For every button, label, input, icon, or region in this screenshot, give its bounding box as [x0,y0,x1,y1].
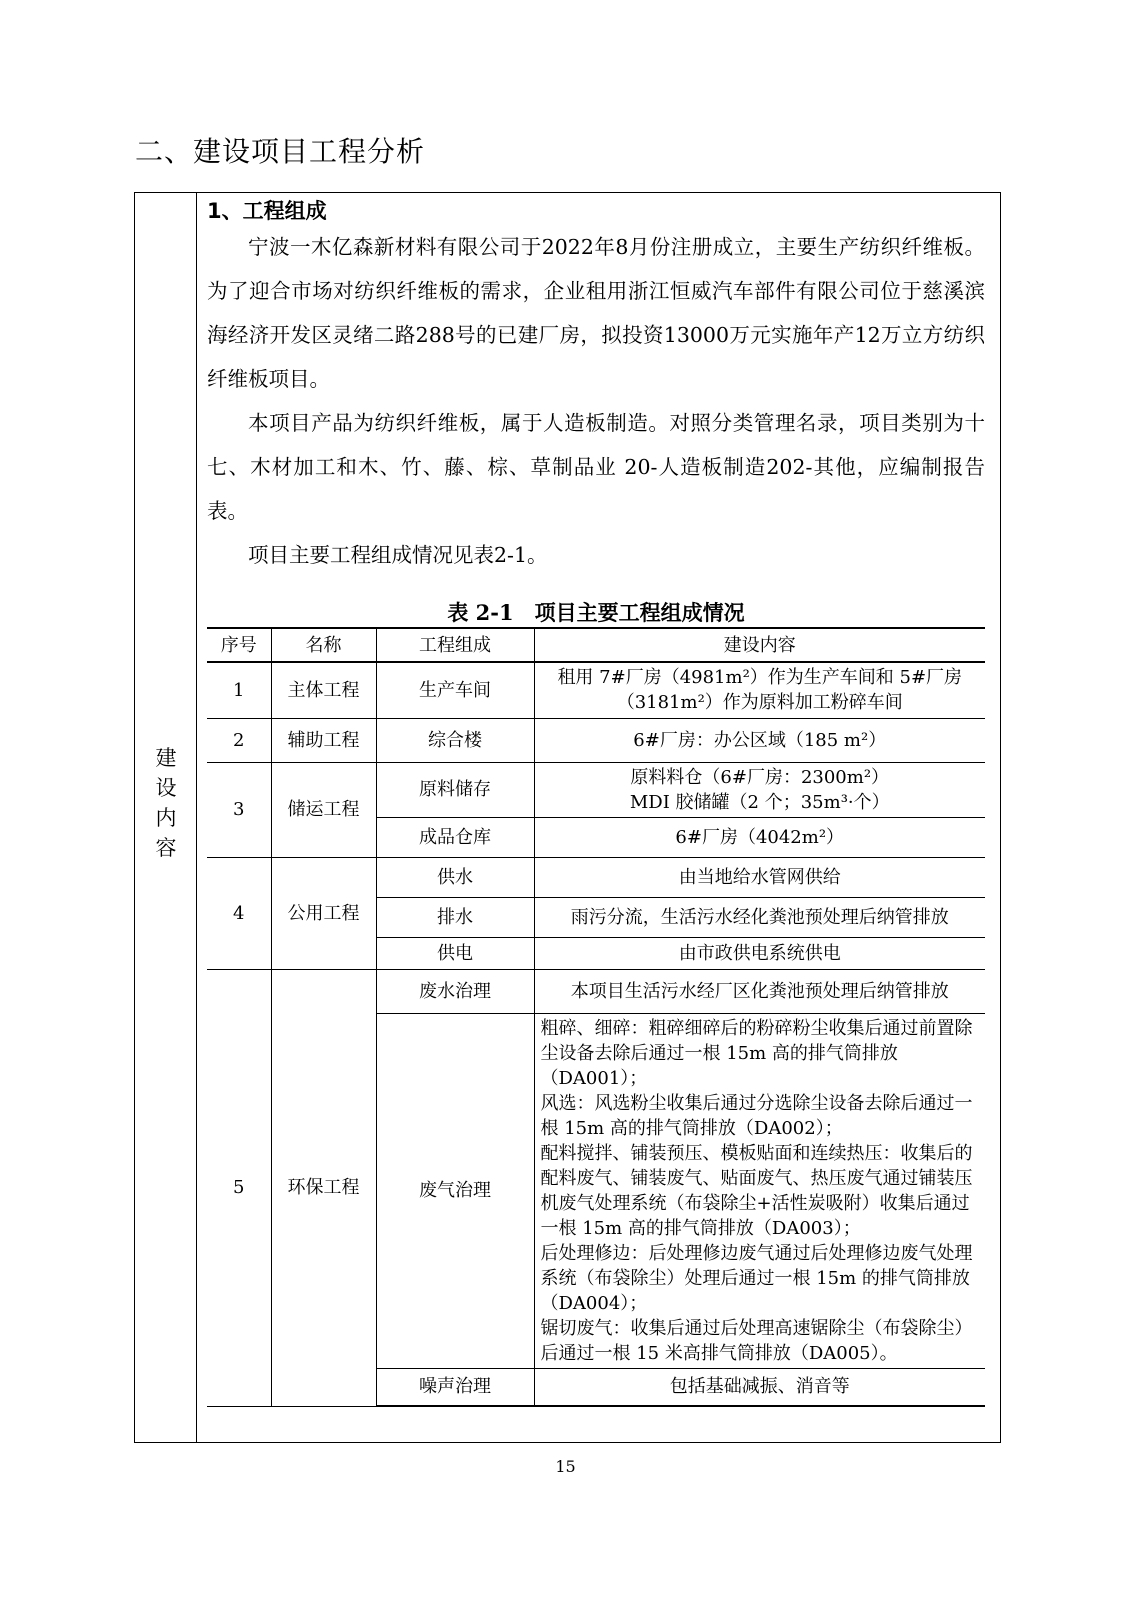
row-content: 6#厂房（4042m²） [534,817,985,857]
row-content: 本项目生活污水经厂区化粪池预处理后纳管排放 [534,969,985,1013]
content-line: 锯切废气：收集后通过后处理高速锯除尘（布袋除尘）后通过一根 15 米高排气筒排放（DA005）。 [540,1317,973,1364]
row-part: 综合楼 [376,718,534,762]
table-header-row [207,628,985,662]
content-line: （3181m²）作为原料加工粉碎车间 [616,692,903,714]
content-line: 后处理修边：后处理修边废气通过后处理修边废气处理系统（布袋除尘）处理后通过一根 15m 的排气筒排放（DA004）； [540,1242,973,1314]
content-line: 配料搅拌、铺装预压、模板贴面和连续热压：收集后的配料废气、铺装废气、贴面废气、热压废气通过铺装压机废气处理系统（布袋除尘+活性炭吸附）收集后通过一根 15m 高的排气筒排放（DA003）； [540,1142,973,1239]
content-line: MDI 胶储罐（2 个；35m³·个） [629,791,890,813]
side-label-char: 容 [155,836,177,860]
section-heading: 1、工程组成 [207,199,327,223]
row-content: 雨污分流，生活污水经化粪池预处理后纳管排放 [534,897,985,937]
row-part: 噪声治理 [376,1368,534,1406]
page-title: 二、建设项目工程分析 [135,135,426,168]
header-cell: 建设内容 [534,628,985,662]
table-title: 表 2-1 项目主要工程组成情况 [447,600,745,625]
content-line: 租用 7#厂房（4981m²）作为生产车间和 5#厂房 [557,667,963,689]
side-label-char: 内 [155,806,177,830]
paragraph: 本项目产品为纺织纤维板，属于人造板制造。对照分类管理名录，项目类别为十七、木材加工和木、竹、藤、棕、草制品业 20-人造板制造202-其他，应编制报告表。 [207,411,985,523]
paragraph: 项目主要工程组成情况见表2-1。 [248,543,548,567]
row-no: 5 [207,969,271,1406]
row-content [534,662,985,718]
row-part: 排水 [376,897,534,937]
row-name: 辅助工程 [271,718,376,762]
table-row [207,857,985,897]
side-label-char: 设 [155,776,177,800]
row-part: 废气治理 [376,1013,534,1368]
row-part: 生产车间 [376,662,534,718]
row-content [534,762,985,817]
table-row [207,969,985,1013]
row-content [534,1013,985,1368]
row-content: 6#厂房：办公区域（185 m²） [534,718,985,762]
row-part: 原料储存 [376,762,534,817]
header-cell: 序号 [207,628,271,662]
side-label [135,743,197,863]
content-line: 粗碎、细碎：粗碎细碎后的粉碎粉尘收集后通过前置除尘设备去除后通过一根 15m 高的排气筒排放（DA001）； [540,1017,973,1089]
header-cell: 名称 [271,628,376,662]
row-part: 成品仓库 [376,817,534,857]
header-cell: 工程组成 [376,628,534,662]
row-part: 供电 [376,937,534,969]
row-name: 环保工程 [271,969,376,1406]
construction-content-frame [134,192,1001,1443]
row-no: 4 [207,857,271,969]
table-row [207,762,985,817]
content-line: 风选：风选粉尘收集后通过分选除尘设备去除后通过一根 15m 高的排气筒排放（DA002）； [540,1092,973,1139]
row-no: 1 [207,662,271,718]
side-label-char: 建 [155,746,177,770]
table-row [207,718,985,762]
content-line: 原料料仓（6#厂房：2300m²） [630,766,890,788]
paragraph: 宁波一木亿森新材料有限公司于2022年8月份注册成立，主要生产纺织纤维板。为了迎合市场对纺织纤维板的需求，企业租用浙江恒威汽车部件有限公司位于慈溪滨海经济开发区灵绪二路288号的已建厂房，拟投资13000万元实施年产12万立方纺织纤维板项目。 [207,235,985,391]
row-name: 公用工程 [271,857,376,969]
row-part: 供水 [376,857,534,897]
row-part: 废水治理 [376,969,534,1013]
row-content: 由当地给水管网供给 [534,857,985,897]
page-number: 15 [555,1457,576,1476]
side-column [135,193,197,1442]
row-content: 由市政供电系统供电 [534,937,985,969]
row-content: 包括基础减振、消音等 [534,1368,985,1406]
row-no: 2 [207,718,271,762]
row-name: 储运工程 [271,762,376,857]
table-row [207,662,985,718]
row-no: 3 [207,762,271,857]
row-name: 主体工程 [271,662,376,718]
engineering-table [207,627,985,1407]
